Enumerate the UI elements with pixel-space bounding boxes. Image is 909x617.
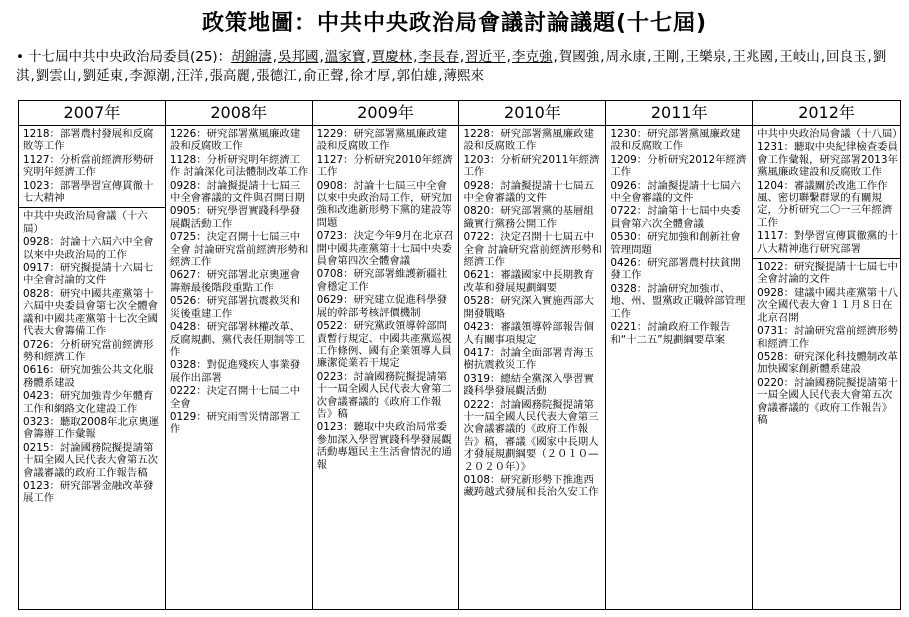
- year-column: [166, 101, 313, 609]
- meeting-item: 0426：研究部署農村扶貧開發工作: [610, 257, 741, 282]
- meeting-item: 1117：對學習宣傳貫徹黨的十八大精神進行研究部署: [757, 230, 898, 255]
- meeting-item: 0928：討論擬提請十七屆三中全會審議的文件與召開日期: [169, 179, 305, 205]
- name-separator: ,: [773, 49, 779, 65]
- meeting-section: [606, 126, 752, 609]
- member-name: 回良玉: [826, 49, 867, 65]
- year-column: [606, 101, 753, 609]
- year-header: 2012年: [753, 101, 900, 126]
- member-name: 李克強: [511, 49, 553, 65]
- name-separator: ,: [319, 49, 324, 65]
- meeting-item: 0926：討論擬提請十七屆六中全會審議的文件: [610, 179, 741, 205]
- meeting-item: 1127：分析當前經濟形勢研究明年經濟工作: [23, 153, 154, 179]
- name-separator: ,: [297, 68, 303, 84]
- member-name: 李源潮: [129, 68, 170, 84]
- meeting-item: 0323：聽取2008年北京奧運會籌辦工作彙報: [23, 415, 160, 441]
- meeting-item: 0621：審議國家中長期教育改革和發展規劃綱要: [463, 269, 594, 294]
- meeting-item: 0917：研究擬提請十六屆七中全會討論的文件: [23, 262, 154, 287]
- member-name: 習近平: [465, 49, 506, 65]
- member-name: 王兆國: [732, 49, 773, 65]
- meeting-item: 0928：討論擬提請十七屆五中全會審議的文件: [463, 179, 594, 205]
- page-title: 政策地圖：中共中央政治局會議討論議題(十七屆): [201, 11, 708, 36]
- meeting-item: 1231：聽取中央紀律檢查委員會工作彙報，研究部署2013年黨風廉政建設和反腐敗工作: [757, 141, 898, 179]
- name-separator: ,: [553, 49, 558, 65]
- meeting-item: 0222：決定召開十七屆二中全會: [169, 385, 301, 410]
- meeting-item: 1203：分析研究2011年經濟工作: [463, 153, 600, 179]
- agenda-table: [18, 100, 901, 610]
- year-column: [19, 101, 166, 609]
- name-separator: ,: [124, 68, 129, 84]
- meeting-item: 1209：分析研究2012年經濟工作: [610, 153, 747, 179]
- meeting-item: 0423：審議領導幹部報告個人有關事項規定: [463, 321, 594, 346]
- meeting-item: 0528：研究深入實施西部大開發戰略: [463, 295, 594, 320]
- meeting-item: 0928：建議中國共產黨第十八次全國代表大會１１月８日在北京召開: [757, 286, 898, 324]
- name-separator: ,: [170, 68, 176, 84]
- meeting-item: 0731：討論研究當前經濟形勢和經濟工作: [757, 325, 898, 350]
- member-name: 俞正聲: [303, 68, 344, 84]
- bullet: •: [16, 49, 24, 65]
- meeting-item: 1229：研究部署黨風廉政建設和反腐敗工作: [316, 128, 448, 153]
- name-separator: ,: [250, 68, 256, 84]
- meeting-item: 0530：研究加強和創新社會管理問題: [610, 231, 741, 256]
- member-name: 胡錦濤: [231, 49, 272, 65]
- name-separator: ,: [506, 49, 511, 65]
- meeting-item: 0528：研究深化科技體制改革 加快國家創新體系建設: [757, 350, 898, 376]
- meeting-item: 0221：討論政府工作報告和“十二五”規劃綱要草案: [610, 321, 731, 346]
- member-name: 薄熙來: [443, 68, 484, 84]
- meeting-item: 0522：研究黨政領導幹部問責暫行規定、中國共產黨巡視工作條例、國有企業領導人員廉潔從業若干規定: [316, 320, 452, 370]
- name-separator: ,: [366, 49, 371, 65]
- meeting-item: 0828：研究中國共產黨第十六屆中央委員會第七次全體會議和中國共產黨第十七次全國代表大會籌備工作: [23, 287, 159, 338]
- meeting-section: [753, 259, 900, 609]
- name-separator: ,: [459, 49, 465, 65]
- member-name: 吳邦國: [277, 49, 319, 65]
- meeting-item: 0629：研究建立促進科學發展的幹部考核評價機制: [316, 294, 448, 319]
- meeting-item: 1128：分析研究明年經濟工作 討論深化司法體制改革工作: [169, 153, 309, 179]
- meeting-item: 0123：研究部署金融改革發展工作: [23, 479, 154, 505]
- name-separator: ,: [413, 49, 418, 65]
- meeting-item: 0526：研究部署抗震救災和災後重建工作: [169, 295, 301, 320]
- name-separator: ,: [647, 49, 652, 65]
- member-name: 徐才厚: [349, 68, 391, 84]
- meeting-item: 1218：部署農村發展和反腐敗等工作: [23, 128, 154, 153]
- meeting-item: 0123：聽取中央政治局常委參加深入學習實踐科學發展觀活動專題民主生活會情況的通報: [316, 421, 452, 471]
- politburo-members: [16, 48, 896, 86]
- member-name: 溫家寶: [324, 49, 366, 65]
- name-separator: ,: [680, 49, 685, 65]
- name-separator: ,: [272, 49, 277, 65]
- member-name: 張德江: [256, 68, 297, 84]
- meeting-section: [19, 208, 165, 609]
- meeting-item: 0722：決定召開十七屆五中全會 討論研究當前經濟形勢和經濟工作: [463, 231, 602, 269]
- meeting-item: 1127：分析研究2010年經濟工作: [316, 153, 453, 179]
- year-column: [313, 101, 460, 609]
- member-name: 劉延東: [82, 68, 124, 84]
- meeting-item: 0428：研究部署林權改革、反腐規劃、黨代表任期制等工作: [169, 321, 305, 358]
- year-column: [753, 101, 903, 609]
- year-header: 2009年: [313, 101, 459, 126]
- meeting-section: [19, 126, 165, 208]
- meeting-item: 1022：研究擬提請十七屆七中全會討論的文件: [757, 261, 898, 286]
- meeting-item: 0723：決定今年9月在北京召開中國共產黨第十七屆中央委員會第四次全體會議: [316, 230, 454, 268]
- member-name: 王岐山: [779, 49, 820, 65]
- meeting-item: 1023：部署學習宣傳貫徹十七大精神: [23, 179, 154, 205]
- meeting-section: [459, 126, 605, 609]
- meeting-item: 0328：對促進殘疾人事業發展作出部署: [169, 359, 301, 384]
- name-separator: ,: [391, 68, 396, 84]
- name-separator: ,: [820, 49, 826, 65]
- meeting-item: 0222：討論國務院擬提請第十一屆全國人民代表大會第三次會議審議的《政府工作報告》稿，審議《國家中長期人才發展規劃綱要（２０１０—２０２０年）》: [463, 398, 599, 473]
- meeting-item: 0328：討論研究加強市、地、州、盟黨政正職幹部管理工作: [610, 282, 746, 320]
- meeting-item: 0417：討論全面部署青海玉樹抗震救災工作: [463, 346, 594, 372]
- name-separator: ,: [727, 49, 732, 65]
- meeting-item: 0319：總結全黨深入學習實踐科學發展觀活動: [463, 372, 594, 398]
- meeting-item: 0616：研究加強公共文化服務體系建設: [23, 364, 154, 389]
- name-separator: ,: [30, 68, 35, 84]
- member-name: 賈慶林: [371, 49, 413, 65]
- meeting-item: 0820：研究部署黨的基層組織實行黨務公開工作: [463, 205, 594, 230]
- meeting-item: 0722：討論第十七屆中央委員會第六次全體會議: [610, 205, 741, 230]
- meeting-item: 0725：決定召開十七屆三中全會 討論研究當前經濟形勢和經濟工作: [169, 231, 309, 269]
- meeting-section: [753, 126, 903, 259]
- meeting-item: 0726：分析研究當前經濟形勢和經濟工作: [23, 338, 154, 363]
- name-separator: ,: [600, 49, 605, 65]
- member-name: 王剛: [652, 49, 680, 65]
- member-name: 劉雲山: [35, 68, 77, 84]
- meeting-item: 0215：討論國務院擬提請第十屆全國人民代表大會第五次會議審議的政府工作報告稿: [23, 441, 159, 479]
- members-prefix: 十七屆中共中央政治局委員(25)：: [27, 49, 232, 65]
- year-header: 2008年: [166, 101, 312, 126]
- year-header: 2007年: [19, 101, 165, 126]
- meeting-item: 0708：研究部署維護新疆社會穩定工作: [316, 268, 448, 293]
- member-name: 郭伯雄: [396, 68, 438, 84]
- meeting-section: [313, 126, 459, 609]
- section-title: 中共中央政治局會議（十六屆）: [23, 210, 148, 235]
- meeting-item: 0928：討論十六屆六中全會以來中央政治局的工作: [23, 236, 154, 261]
- year-header: 2010年: [459, 101, 605, 126]
- meeting-item: 0220：討論國務院擬提請第十一屆全國人民代表大會第五次會議審議的《政府工作報告》稿: [757, 376, 898, 426]
- member-name: 周永康: [605, 49, 647, 65]
- meeting-item: 1228：研究部署黨風廉政建設和反腐敗工作: [463, 128, 594, 153]
- member-name: 賀國強: [558, 49, 600, 65]
- year-header: 2011年: [606, 101, 752, 126]
- meeting-section: [166, 126, 312, 609]
- meeting-item: 0627：研究部署北京奧運會籌辦最後階段重點工作: [169, 269, 301, 294]
- name-separator: ,: [867, 49, 872, 65]
- meeting-item: 0129：研究雨雪災情部署工作: [169, 410, 301, 436]
- name-separator: ,: [344, 68, 349, 84]
- meeting-item: 1204：審議關於改進工作作風、密切聯繫群眾的有關規定，分析研究二〇一三年經濟工作: [757, 179, 893, 229]
- meeting-item: 0108：研究新形勢下推進西藏跨越式發展和長治久安工作: [463, 473, 599, 499]
- member-name: 李長春: [418, 49, 459, 65]
- section-title: 中共中央政治局會議（十八屆）: [757, 128, 903, 140]
- name-separator: ,: [438, 68, 443, 84]
- name-separator: ,: [77, 68, 82, 84]
- member-name: 張高麗: [209, 68, 250, 84]
- year-column: [459, 101, 606, 609]
- meeting-item: 0908：討論十七屆三中全會以來中央政治局工作，研究加強和改進新形勢下黨的建設等問題: [316, 179, 452, 229]
- member-name: 劉淇: [16, 49, 887, 84]
- meeting-item: 0423：研究加強青少年體育工作和網路文化建設工作: [23, 390, 154, 415]
- meeting-item: 1230：研究部署黨風廉政建設和反腐敗工作: [610, 128, 741, 153]
- member-name: 汪洋: [176, 68, 204, 84]
- meeting-item: 0905：研究學習實踐科學發展觀活動工作: [169, 205, 301, 230]
- meeting-item: 1226：研究部署黨風廉政建設和反腐敗工作: [169, 128, 301, 153]
- member-name: 王樂泉: [685, 49, 727, 65]
- name-separator: ,: [204, 68, 209, 84]
- meeting-item: 0223：討論國務院擬提請第十一屆全國人民代表大會第二次會議審議的《政府工作報告》稿: [316, 370, 452, 420]
